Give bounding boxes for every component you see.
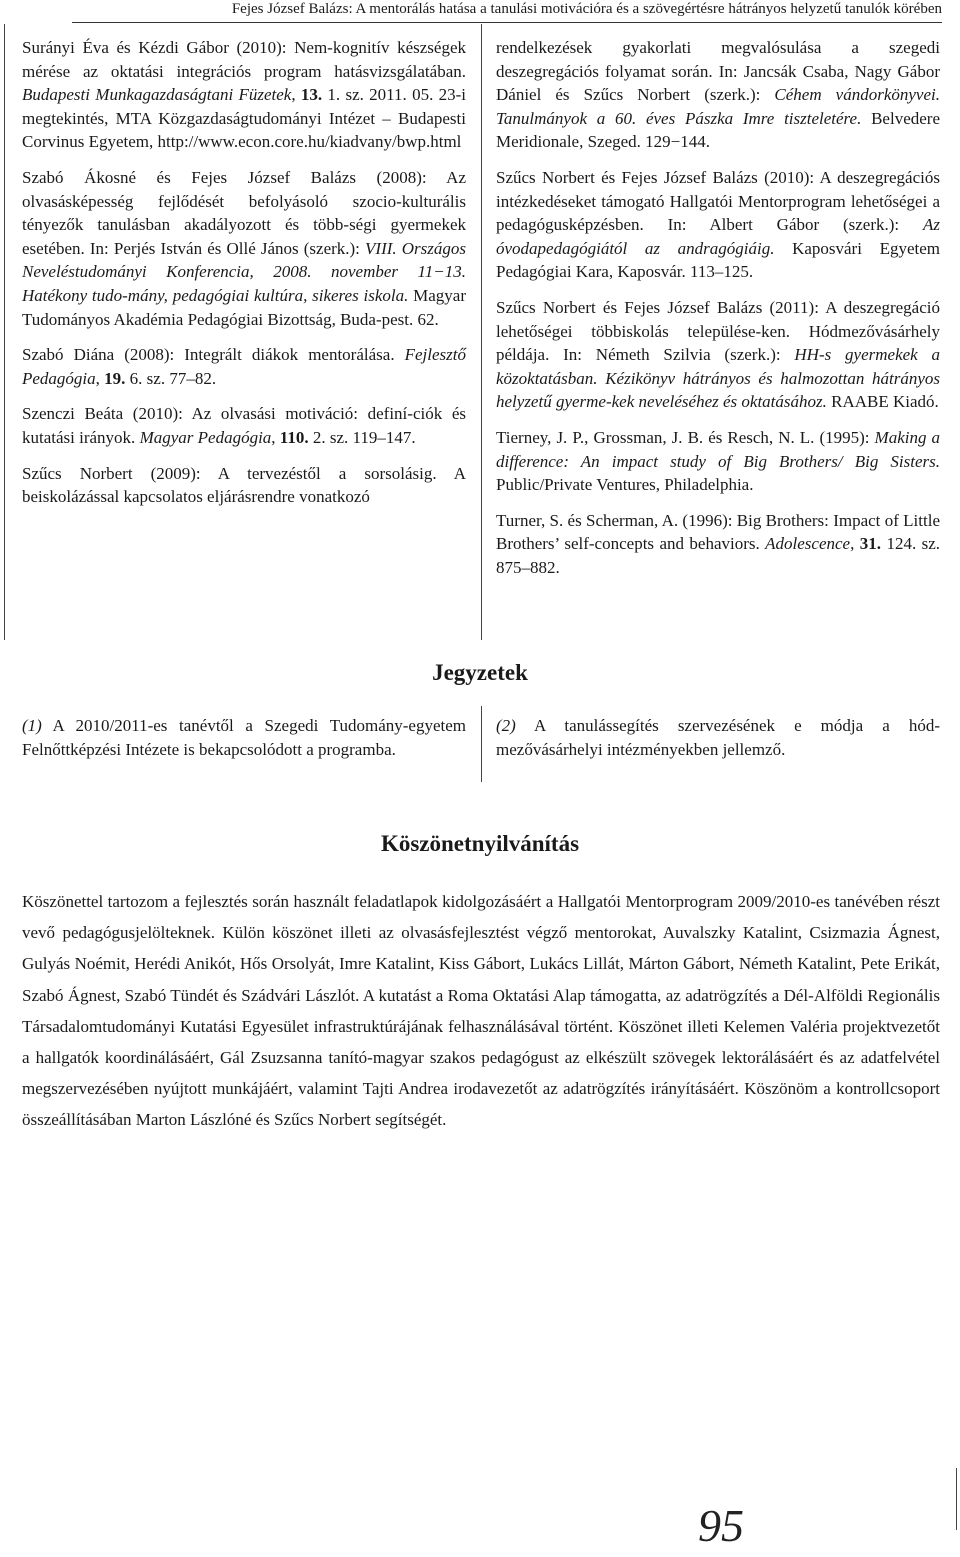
reference-segment: 1. sz. 2011. 05. 23-i megtekintés, MTA Közgazdaságtudományi Intézet – Budapesti Corvinus Egyetem, http://www.econ.core.hu/kiadvany/bwp.html <box>22 85 466 152</box>
right-reference <box>496 36 940 154</box>
left-reference <box>22 402 466 449</box>
right-reference <box>496 166 940 284</box>
page-number: 95 <box>698 1500 744 1551</box>
reference-segment: Szabó Ákosné és Fejes József Balázs (2008): Az olvasásképesség fejlődését befolyásoló szocio-kulturális tényezők tanulásban akadályozott és több-ségi gyermekek esetében. In: Perjés István és Ollé János (szerk.): <box>22 167 466 258</box>
reference-segment: Magyar Pedagógia <box>139 427 272 447</box>
reference-segment: 6. sz. 77–82. <box>125 368 217 388</box>
reference-segment: rendelkezések gyakorlati megvalósulása a szegedi deszegregációs folyamat során. In: Jancsák Csaba, Nagy Gábor Dániel és Szűcs Norbert (szerk.): <box>496 38 940 105</box>
notes-heading: Jegyzetek <box>432 660 528 685</box>
reference-segment: , <box>271 427 280 447</box>
left-reference <box>22 462 466 509</box>
reference-segment: Szenczi Beáta (2010): Az olvasási motiváció: definí-ciók és kutatási irányok. <box>22 404 466 447</box>
acknowledgements-text: Köszönettel tartozom a fejlesztés során használt feladatlapok kidolgozásáért a Hallgatói Mentorprogram 2009/2010-es tanévében részt vevő pedagógusjelölteknek. Külön köszönet illeti az olvasásfejlesztést végző mentorokat, Auvalszky Katalint, Csizmazia Ágnest, Gulyás Noémit, Herédi Anikót, Hős Orsolyát, Imre Katalint, Kiss Gábort, Lukács Lillát, Márton Gábort, Németh Katalint, Pete Erikát, Szabó Ágnest, Szabó Tündét és Szádvári Lászlót. A kutatást a Roma Oktatási Alap támogatta, az adatrögzítés a Dél-Alföldi Regionális Társadalomtudományi Kutatási Egyesület infrastruktúrájának felhasználásával történt. Köszönet illeti Kelemen Valéria projektvezetőt a hallgatók koordinálásáért, Gál Zsuzsanna tanító-magyar szakos pedagógust az elkészült szövegek lektorálásáért és az adatfelvétel megszervezésében nyújtott munkájáért, valamint Tajti Andrea irodavezetőt az adatrögzítés irányításáért. Köszönöm a kontrollcsoport összeállításában Marton Lászlóné és Szűcs Norbert segítségét. <box>22 892 940 1130</box>
note-1-number: (1) <box>22 716 42 735</box>
note-1 <box>22 714 466 761</box>
left-reference <box>22 36 466 154</box>
reference-segment: 110. <box>279 427 309 447</box>
left-reference <box>22 343 466 390</box>
reference-segment: , <box>291 85 301 105</box>
corner-rule <box>956 1468 957 1530</box>
right-reference <box>496 426 940 497</box>
reference-segment: , <box>850 534 860 554</box>
note-1-text: A 2010/2011-es tanévtől a Szegedi Tudomány-egyetem Felnőttképzési Intézete is bekapcsolódott a programba. <box>22 716 466 759</box>
reference-segment: VIII. Országos Neveléstudományi Konferencia, 2008. november 11−13. Hatékony tudo-mány, pedagógiai kultúra, sikeres iskola. <box>22 238 467 305</box>
reference-segment: HH-s gyermekek a közoktatásban. Kézikönyv hátrányos és halmozottan hátrányos helyzetű gyerme-kek neveléséhez és oktatásához. <box>496 345 940 412</box>
reference-segment: Budapesti Munkagazdaságtani Füzetek <box>22 85 292 105</box>
reference-segment: 31. <box>859 534 882 554</box>
column-divider-top-center <box>481 24 482 640</box>
note-2 <box>496 714 940 761</box>
reference-segment: 19. <box>104 368 126 388</box>
reference-segment: Fejlesztő Pedagógia <box>22 345 466 388</box>
reference-segment: 2. sz. 119–147. <box>308 427 416 447</box>
reference-segment: Making a difference: An impact study of Big Brothers/ Big Sisters. <box>496 427 940 471</box>
right-reference <box>496 509 940 580</box>
reference-segment: Szűcs Norbert és Fejes József Balázs (2011): A deszegregáció lehetőségei többiskolás települése-ken. Hódmezővásárhely példája. In: Németh Szilvia (szerk.): <box>496 297 940 365</box>
reference-segment: Szűcs Norbert (2009): A tervezéstől a sorsolásig. A beiskolázással kapcsolatos eljárásrendre vonatkozó <box>22 463 466 507</box>
reference-segment: 13. <box>300 85 323 105</box>
running-head: Fejes József Balázs: A mentorálás hatása a tanulási motivációra és a szövegértésre hátrányos helyzetű tanulók körében <box>72 0 942 23</box>
reference-segment: Tierney, J. P., Grossman, J. B. és Resch, N. L. (1995): <box>496 427 875 447</box>
reference-segment: Kaposvári Egyetem Pedagógiai Kara, Kaposvár. 113–125. <box>496 238 940 282</box>
reference-segment: Belvedere Meridionale, Szeged. 129−144. <box>496 108 940 152</box>
reference-segment: Magyar Tudományos Akadémia Pedagógiai Bizottság, Buda-pest. 62. <box>22 285 466 329</box>
reference-segment: Surányi Éva és Kézdi Gábor (2010): Nem-kognitív készségek mérése az oktatási integrációs program hatásvizsgálatában. <box>22 38 466 81</box>
references-left-column <box>22 36 466 521</box>
note-2-text: A tanulássegítés szervezésének e módja a hód-mezővásárhelyi intézményekben jellemző. <box>496 716 940 759</box>
note-2-number: (2) <box>496 716 516 735</box>
reference-segment: RAABE Kiadó. <box>826 392 939 412</box>
reference-segment: Az óvodapedagógiától az andragógiáig. <box>496 215 940 258</box>
references-right-column <box>496 36 940 591</box>
right-reference <box>496 296 940 414</box>
reference-segment: , <box>95 368 105 388</box>
column-divider-top-left <box>4 24 5 640</box>
reference-segment: Public/Private Ventures, Philadelphia. <box>496 475 754 495</box>
reference-segment: Céhem vándorkönyvei. Tanulmányok a 60. éves Pászka Imre tiszteletére. <box>496 85 940 128</box>
reference-segment: Turner, S. és Scherman, A. (1996): Big Brothers: Impact of Little Brothers’ self-concepts and behaviors. <box>496 510 940 554</box>
column-divider-notes <box>481 706 482 782</box>
reference-segment: Szabó Diána (2008): Integrált diákok mentorálása. <box>22 345 405 365</box>
reference-segment: 124. sz. 875–882. <box>496 534 941 577</box>
acknowledgements-heading: Köszönetnyilvánítás <box>380 831 580 856</box>
reference-segment: Adolescence <box>765 534 851 554</box>
left-reference <box>22 166 466 331</box>
reference-segment: Szűcs Norbert és Fejes József Balázs (2010): A deszegregációs intézkedéseket támogató Hallgatói Mentorprogram lehetőségei a pedagógusképzésben. In: Albert Gábor (szerk.): <box>496 167 940 235</box>
